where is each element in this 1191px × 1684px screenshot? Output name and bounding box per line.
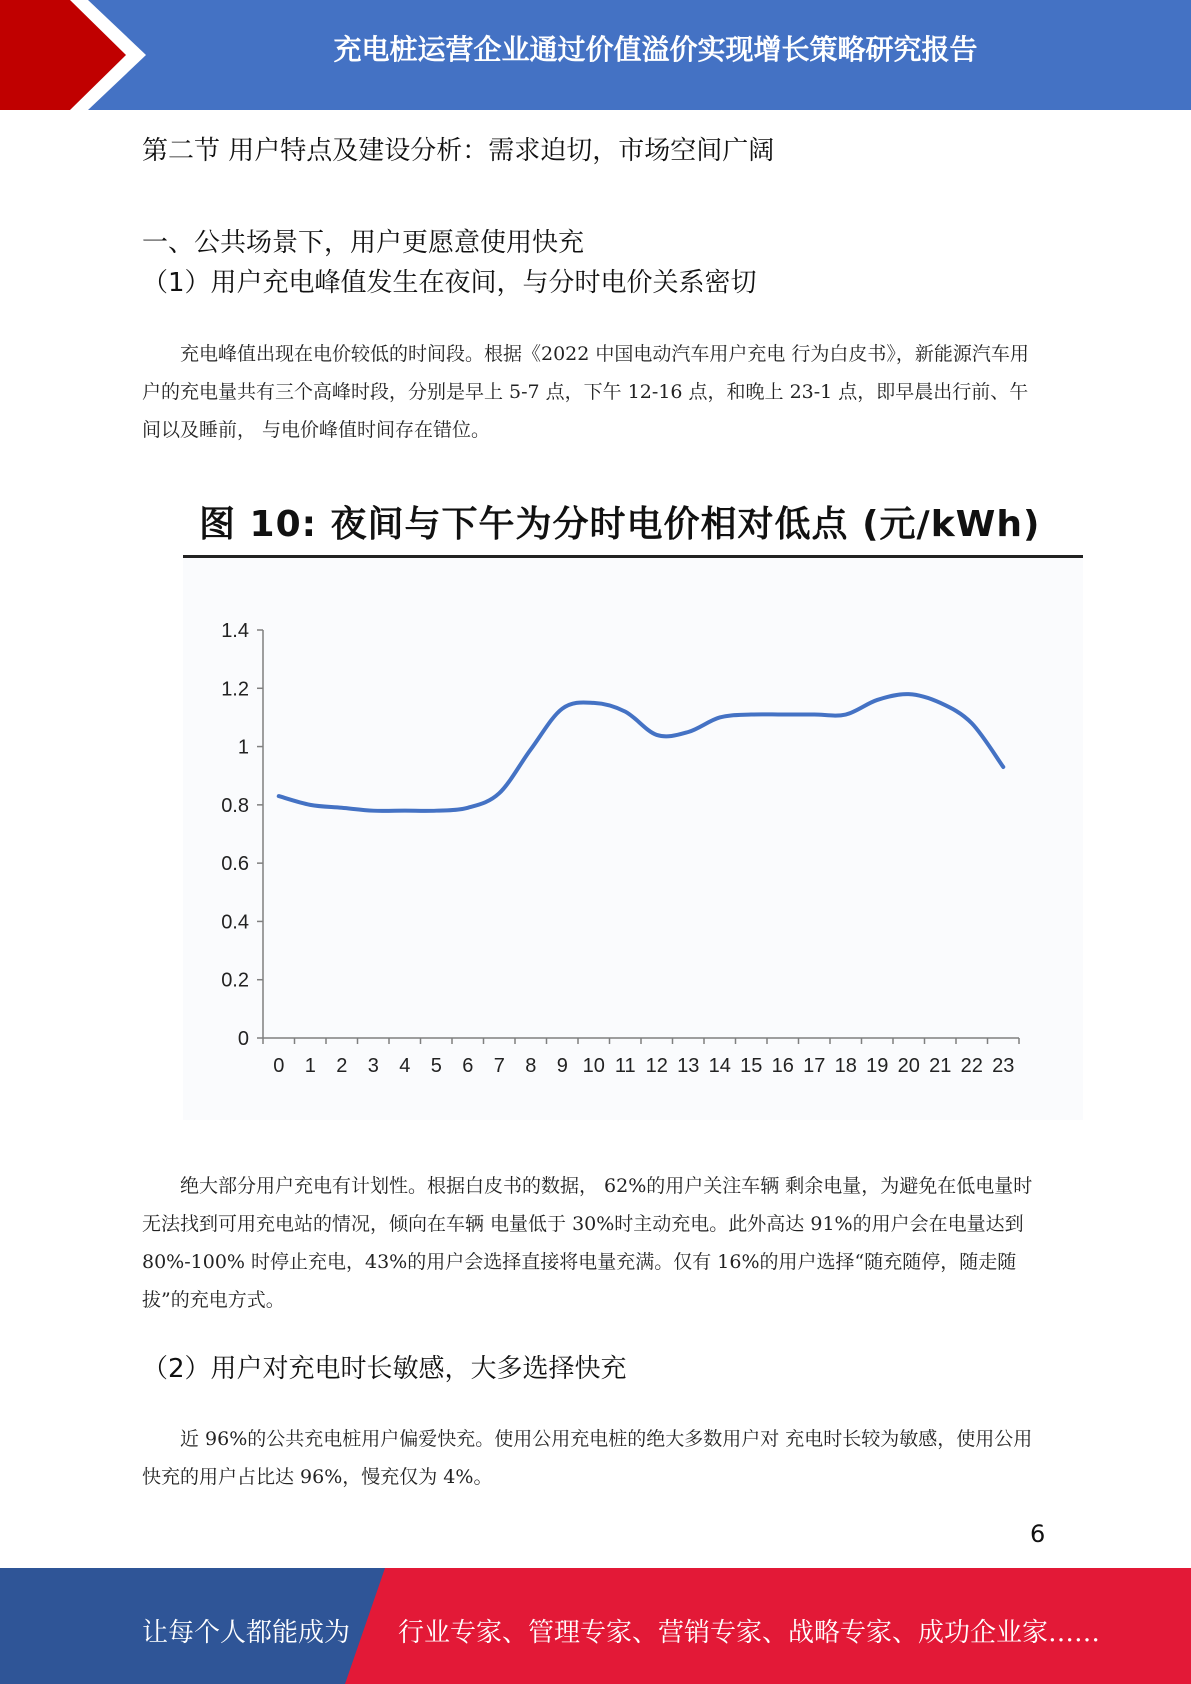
- x-tick-label: 3: [367, 1055, 379, 1077]
- x-tick-label: 11: [614, 1055, 636, 1077]
- x-tick-label: 13: [677, 1055, 700, 1077]
- x-tick-label: 20: [897, 1055, 920, 1077]
- subsection-heading-2: （2）用户对充电时长敏感，大多选择快充: [142, 1354, 627, 1384]
- subsection-heading-1: （1）用户充电峰值发生在夜间，与分时电价关系密切: [142, 268, 757, 298]
- y-tick-label: 0: [237, 1028, 249, 1050]
- x-tick-label: 1: [304, 1055, 316, 1077]
- x-tick-label: 23: [992, 1055, 1015, 1077]
- subsection-heading: 一、公共场景下，用户更愿意使用快充: [142, 228, 585, 258]
- x-tick-label: 22: [960, 1055, 983, 1077]
- x-tick-label: 7: [493, 1055, 505, 1077]
- x-tick-label: 0: [273, 1055, 285, 1077]
- x-tick-label: 2: [336, 1055, 348, 1077]
- x-tick-label: 9: [556, 1055, 568, 1077]
- footer-slogan-right: 行业专家、管理专家、营销专家、战略专家、成功企业家……: [398, 1618, 1101, 1648]
- x-tick-label: 16: [771, 1055, 794, 1077]
- page-number: 6: [1030, 1520, 1046, 1548]
- paragraph: 充电峰值出现在电价较低的时间段。根据《2022 中国电动汽车用户充电 行为白皮书》，新能源汽车用户的充电量共有三个高峰时段，分别是早上 5-7 点，下午 12-16 点，和晚上 23-1 点，即早晨出行前、午间以及睡前， 与电价峰值时间存在错位。: [142, 343, 1029, 441]
- y-tick-label: 1.2: [221, 678, 249, 701]
- x-tick-label: 21: [929, 1055, 952, 1077]
- x-tick-label: 6: [462, 1055, 474, 1077]
- x-tick-label: 17: [803, 1055, 826, 1077]
- paragraph: 绝大部分用户充电有计划性。根据白皮书的数据， 62%的用户关注车辆 剩余电量，为避免在低电量时无法找到可用充电站的情况，倾向在车辆 电量低于 30%时主动充电。此外高达 91%的用户会在电量达到 80%-100% 时停止充电，43%的用户会选择直接将电量充满。仅有 16%的用户选择“随充随停，随走随拔”的充电方式。: [142, 1175, 1033, 1311]
- x-tick-label: 10: [582, 1055, 605, 1077]
- x-tick-label: 14: [708, 1055, 731, 1077]
- y-tick-label: 1: [237, 736, 249, 759]
- y-tick-label: 0.4: [221, 911, 249, 934]
- figure-10: [183, 482, 1083, 1120]
- line-chart: [183, 482, 1083, 1120]
- x-tick-label: 15: [740, 1055, 763, 1077]
- report-title: 充电桩运营企业通过价值溢价实现增长策略研究报告: [333, 33, 978, 66]
- footer-slogan-left: 让每个人都能成为: [142, 1618, 351, 1648]
- x-tick-label: 12: [645, 1055, 668, 1077]
- series-line: [279, 694, 1004, 811]
- figure-title: 图 10: 夜间与下午为分时电价相对低点 (元/kWh): [199, 504, 1041, 545]
- paragraph: 近 96%的公共充电桩用户偏爱快充。使用公用充电桩的绝大多数用户对 充电时长较为敏感，使用公用快充的用户占比达 96%，慢充仅为 4%。: [142, 1428, 1033, 1488]
- x-tick-label: 8: [525, 1055, 537, 1077]
- y-tick-label: 0.8: [221, 794, 249, 817]
- x-tick-label: 5: [430, 1055, 442, 1077]
- x-tick-label: 19: [866, 1055, 889, 1077]
- y-tick-label: 0.6: [221, 853, 249, 876]
- x-tick-label: 18: [834, 1055, 857, 1077]
- x-tick-label: 4: [399, 1055, 411, 1077]
- page-header: [0, 0, 1191, 110]
- y-tick-label: 1.4: [221, 620, 249, 642]
- y-tick-label: 0.2: [221, 969, 249, 992]
- header-chevron-graphic: [0, 0, 160, 110]
- section-heading: 第二节 用户特点及建设分析：需求迫切，市场空间广阔: [142, 136, 775, 166]
